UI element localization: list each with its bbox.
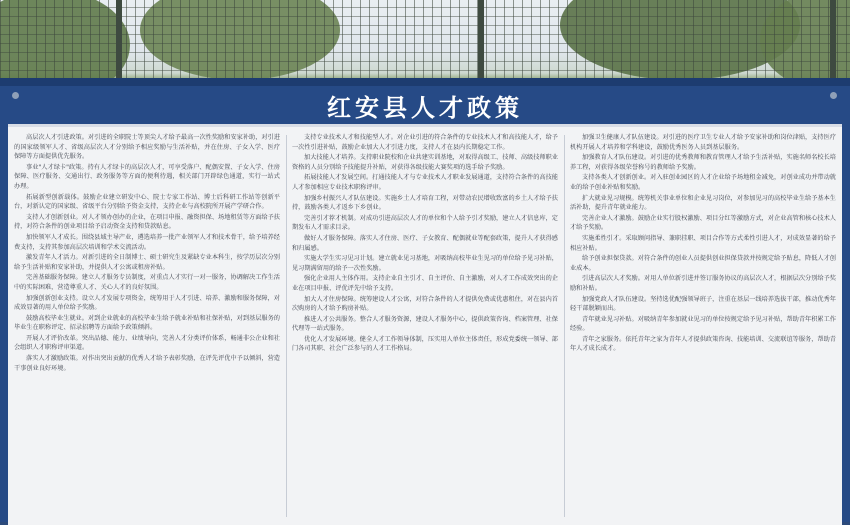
policy-paragraph: 实施大学生实习见习计划。建立就业见习基地，对吸纳高校毕业生见习的单位给予见习补贴，见习期满留用的给予一次性奖励。 bbox=[292, 255, 558, 272]
policy-paragraph: 支持各类人才创新创业。对入驻创业园区的人才企业给予场地租金减免，对创业成功并带动就业的给予创业补贴和奖励。 bbox=[570, 174, 836, 191]
policy-paragraph: 青年之家服务。依托青年之家为青年人才提供政策咨询、技能培训、交流联谊等服务，帮助青年人才成长成才。 bbox=[570, 335, 836, 353]
fence-post bbox=[830, 0, 836, 80]
fence-post bbox=[478, 0, 484, 80]
policy-paragraph: 实施柔性引才。采取顾问指导、兼职挂职、项目合作等方式柔性引进人才，对成效显著的给予相应补贴。 bbox=[570, 234, 836, 252]
fence-post bbox=[116, 0, 122, 80]
policy-paragraph: 开展人才评价改革。突出品德、能力、业绩导向，完善人才分类评价体系，畅通非公企业和社会组织人才职称评审渠道。 bbox=[14, 334, 280, 352]
policy-paragraph: 优化人才发展环境。健全人才工作领导体制，压实用人单位主体责任，形成党委统一领导、部门各司其职、社会广泛参与的人才工作格局。 bbox=[292, 335, 558, 353]
policy-paragraph: 高层次人才引进政策。对引进的全职院士等顶尖人才给予最高一次性奖励和安家补助，对引进的国家级领军人才、省级高层次人才分别给予相应奖励与生活补贴，并在住房、子女入学、医疗保障等方面提供优先服务。 bbox=[14, 134, 280, 161]
column-divider bbox=[286, 135, 287, 517]
policy-paragraph: 加强卫生健康人才队伍建设。对引进的医疗卫生专业人才给予安家补助和岗位津贴，支持医疗机构开展人才培养和学科建设，鼓励优秀医务人员到基层服务。 bbox=[570, 134, 836, 151]
policy-paragraph: 青年就业见习补贴。对吸纳青年参加就业见习的单位按规定给予见习补贴，帮助青年积累工作经验。 bbox=[570, 315, 836, 333]
policy-paragraph: 完善企业人才激励。鼓励企业实行股权激励、项目分红等激励方式，对企业高管和核心技术人才给予奖励。 bbox=[570, 214, 836, 232]
policy-paragraph: 做好人才服务保障。落实人才住房、医疗、子女教育、配偶就业等配套政策，提升人才获得感和归属感。 bbox=[292, 234, 558, 252]
policy-paragraph: 加大人才住房保障。统筹建设人才公寓，对符合条件的人才提供免费或优惠租住，对在县内首次购房的人才给予购房补贴。 bbox=[292, 295, 558, 313]
policy-paragraph: 支持人才创新创业。对人才领办创办的企业，在项目申报、融资担保、场地租赁等方面给予扶持，对符合条件的创业项目给予启动资金支持和贷款贴息。 bbox=[14, 213, 280, 231]
policy-paragraph: 加强党政人才队伍建设。坚持选优配强领导班子，注重在基层一线培养选拔干部，推动优秀年轻干部脱颖而出。 bbox=[570, 295, 836, 313]
billboard-title: 红安县人才政策 bbox=[327, 94, 523, 122]
policy-paragraph: 加强乡村振兴人才队伍建设。实施乡土人才培育工程，对带动农民增收致富的乡土人才给予扶持，鼓励各类人才返乡下乡创业。 bbox=[292, 194, 558, 212]
policy-paragraph: 激发青年人才活力。对新引进的全日制博士、硕士研究生及紧缺专业本科生，按学历层次分别给予生活补贴和安家补助，并提供人才公寓或租房补贴。 bbox=[14, 254, 280, 271]
policy-paragraph: 强化企业用人主体作用。支持企业自主引才、自主评价、自主激励，对人才工作成效突出的企业在项目申报、评优评先中给予支持。 bbox=[292, 275, 558, 292]
policy-column-2 bbox=[292, 133, 558, 519]
policy-paragraph: 鼓励高校毕业生就业。对到企业就业的高校毕业生给予就业补贴和社保补贴，对到基层服务的毕业生在职称评定、招录招聘等方面给予政策倾斜。 bbox=[14, 314, 280, 332]
policy-paragraph: 支持专业技术人才和技能型人才。对企业引进的符合条件的专业技术人才和高技能人才，给予一次性引进补贴，鼓励企业加大人才引进力度，支持人才在县内长期稳定工作。 bbox=[292, 134, 558, 151]
policy-panel bbox=[8, 124, 842, 525]
policy-paragraph: 引进高层次人才奖励。对用人单位新引进并签订服务协议的高层次人才，根据层次分别给予奖励和补贴。 bbox=[570, 275, 836, 292]
policy-paragraph: 扩大就业见习规模。统筹机关事业单位和企业见习岗位，对参加见习的高校毕业生给予基本生活补助，提升青年就业能力。 bbox=[570, 194, 836, 212]
column-divider bbox=[564, 135, 565, 517]
policy-column-3 bbox=[570, 133, 836, 519]
policy-paragraph: 给予创业担保贷款。对符合条件的创业人员提供创业担保贷款并按规定给予贴息，降低人才创业成本。 bbox=[570, 255, 836, 272]
policy-paragraph: 加快领军人才成长。围绕县域主导产业，遴选培养一批产业领军人才和技术骨干，给予培养经费支持，支持其参加高层次培训和学术交流活动。 bbox=[14, 233, 280, 251]
policy-paragraph: 拓展新型创新载体。鼓励企业建立研发中心、院士专家工作站、博士后科研工作站等创新平台，对新认定的国家级、省级平台分别给予资金支持，支持企业与高校院所开展产学研合作。 bbox=[14, 193, 280, 211]
policy-paragraph: 加强教育人才队伍建设。对引进的优秀教师和教育管理人才给予生活补贴，实施名师名校长培养工程，对获得各级荣誉称号的教师给予奖励。 bbox=[570, 154, 836, 171]
billboard-top-edge bbox=[0, 78, 850, 86]
policy-paragraph: 加强创新创业支持。设立人才发展专项资金，统筹用于人才引进、培养、激励和服务保障，对成效显著的用人单位给予奖励。 bbox=[14, 294, 280, 312]
policy-paragraph: 拓展技能人才发展空间。打通技能人才与专业技术人才职业发展通道，支持符合条件的高技能人才参加相应专业技术职称评审。 bbox=[292, 174, 558, 191]
policy-paragraph: 完善基础服务保障。建立人才服务专员制度，对重点人才实行一对一服务，协调解决工作生活中的实际困难，营造尊重人才、关心人才的良好氛围。 bbox=[14, 274, 280, 291]
billboard bbox=[0, 78, 850, 522]
policy-paragraph: 落实人才激励政策。对作出突出贡献的优秀人才给予表彰奖励，在评先评优中予以倾斜，营造干事创业良好环境。 bbox=[14, 355, 280, 372]
policy-paragraph: 完善引才荐才机制。对成功引进高层次人才的单位和个人给予引才奖励，建立人才信息库，定期发布人才需求目录。 bbox=[292, 214, 558, 232]
policy-column-1 bbox=[14, 133, 280, 519]
policy-paragraph: 推进人才公共服务。整合人才服务资源，建设人才服务中心，提供政策咨询、档案管理、社保代理等一站式服务。 bbox=[292, 315, 558, 333]
policy-paragraph: 加大技能人才培养。支持职业院校和企业共建实训基地，对取得高级工、技师、高级技师职业资格的人员分别给予技能提升补贴，对获得各级技能大赛奖项的选手给予奖励。 bbox=[292, 154, 558, 171]
policy-paragraph: 事业"人才绿卡"政策。持有人才绿卡的高层次人才，可享受落户、配偶安置、子女入学、住房保障、医疗服务、交通出行、政务服务等方面的便利待遇，相关部门开辟绿色通道，实行一站式办理。 bbox=[14, 163, 280, 190]
wire-fence bbox=[0, 0, 850, 80]
